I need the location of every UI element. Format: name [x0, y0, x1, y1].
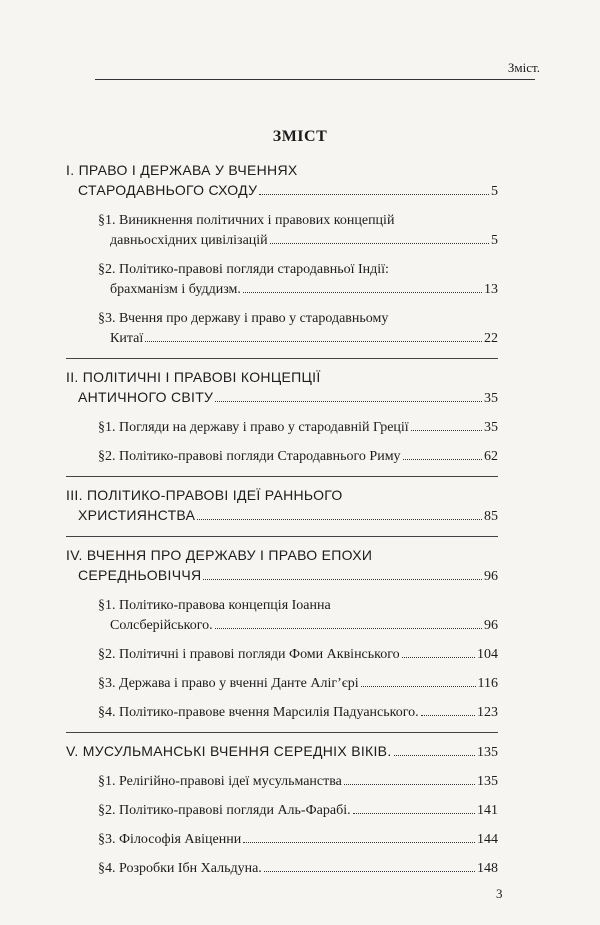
- toc-entry-line: [98, 309, 498, 329]
- toc-section-entry: [98, 859, 498, 879]
- toc-chapter-entry: [66, 367, 498, 409]
- toc-entry-line: [98, 859, 498, 879]
- section-divider: [66, 536, 498, 537]
- toc-section-entry: [98, 830, 498, 850]
- dot-leader: [403, 459, 482, 460]
- toc-entry-line: [66, 180, 498, 202]
- toc-entry-title: §1. Виникнення політичних і правових концепцій: [98, 213, 395, 228]
- toc-section-entry: [98, 211, 498, 251]
- dot-leader: [203, 579, 482, 580]
- toc-entry-line: [66, 367, 498, 387]
- table-of-contents: [66, 160, 498, 888]
- dot-leader: [243, 842, 475, 843]
- toc-page-number: 135: [477, 774, 498, 789]
- toc-section-entry: [98, 447, 498, 467]
- toc-page-number: 96: [484, 618, 498, 633]
- toc-entry-title: §2. Політико-правові погляди Стародавнього Риму: [98, 449, 401, 464]
- toc-entry-line: [98, 260, 498, 280]
- dot-leader: [197, 519, 482, 520]
- toc-page-number: 148: [477, 861, 498, 876]
- toc-entry-line: [98, 329, 498, 349]
- dot-leader: [215, 628, 482, 629]
- running-header: Зміст.: [507, 60, 540, 75]
- toc-entry-line: [98, 231, 498, 251]
- toc-entry-line: [66, 485, 498, 505]
- dot-leader: [264, 871, 475, 872]
- toc-entry-title: §2. Політико-правові погляди Аль-Фарабі.: [98, 803, 351, 818]
- toc-entry-line: [98, 801, 498, 821]
- toc-page-number: 96: [484, 569, 498, 584]
- toc-entry-title-continued: СЕРЕДНЬОВІЧЧЯ: [78, 567, 202, 583]
- page-number: 3: [496, 886, 503, 901]
- page-title: ЗМІСТ: [272, 128, 328, 145]
- toc-page-number: 35: [484, 391, 498, 406]
- toc-page-number: 116: [477, 676, 498, 691]
- dot-leader: [394, 755, 475, 756]
- header-rule: [95, 79, 535, 80]
- toc-page-number: 141: [477, 803, 498, 818]
- toc-entry-line: [98, 830, 498, 850]
- dot-leader: [353, 813, 475, 814]
- toc-section-entry: [98, 596, 498, 636]
- toc-entry-title: §2. Політичні і правові погляди Фоми Аквінського: [98, 647, 400, 662]
- dot-leader: [259, 194, 489, 195]
- toc-entry-title-continued: Солсберійського.: [110, 618, 213, 633]
- toc-entry-title: V. МУСУЛЬМАНСЬКІ ВЧЕННЯ СЕРЕДНІХ ВІКІВ.: [66, 743, 392, 759]
- toc-section-entry: [98, 703, 498, 723]
- toc-entry-line: [98, 674, 498, 694]
- toc-entry-title: §3. Філософія Авіценни: [98, 832, 242, 847]
- toc-entry-line: [98, 447, 498, 467]
- toc-page-number: 62: [484, 449, 498, 464]
- toc-entry-line: [66, 505, 498, 527]
- toc-entry-title: §2. Політико-правові погляди стародавньої Індії:: [98, 262, 389, 277]
- dot-leader: [361, 686, 476, 687]
- toc-entry-title: §1. Релігійно-правові ідеї мусульманства: [98, 774, 342, 789]
- toc-entry-title-continued: АНТИЧНОГО СВІТУ: [78, 389, 214, 405]
- toc-chapter-entry: [66, 485, 498, 527]
- toc-section-entry: [98, 801, 498, 821]
- toc-entry-title: II. ПОЛІТИЧНІ І ПРАВОВІ КОНЦЕПЦІЇ: [66, 369, 321, 385]
- toc-entry-line: [98, 418, 498, 438]
- dot-leader: [215, 401, 482, 402]
- toc-entry-line: [98, 616, 498, 636]
- dot-leader: [344, 784, 475, 785]
- toc-entry-line: [66, 545, 498, 565]
- toc-entry-line: [66, 741, 498, 763]
- toc-entry-title: §1. Погляди на державу і право у стародавній Греції: [98, 420, 409, 435]
- toc-entry-line: [66, 160, 498, 180]
- toc-entry-title-continued: СТАРОДАВНЬОГО СХОДУ: [78, 182, 258, 198]
- dot-leader: [411, 430, 482, 431]
- section-divider: [66, 476, 498, 477]
- toc-entry-title: I. ПРАВО І ДЕРЖАВА У ВЧЕННЯХ: [66, 162, 298, 178]
- toc-entry-title: §1. Політико-правова концепція Іоанна: [98, 598, 331, 613]
- section-divider: [66, 732, 498, 733]
- toc-entry-title-continued: Китаї: [110, 331, 144, 346]
- toc-page-number: 135: [477, 745, 498, 760]
- toc-chapter-entry: [66, 741, 498, 763]
- toc-section-entry: [98, 418, 498, 438]
- toc-page-number: 123: [477, 705, 498, 720]
- toc-entry-title: §3. Держава і право у вченні Данте Аліг’єрі: [98, 676, 359, 691]
- toc-entry-title-continued: брахманізм і буддизм.: [110, 282, 241, 297]
- toc-entry-title: III. ПОЛІТИКО-ПРАВОВІ ІДЕЇ РАННЬОГО: [66, 487, 343, 503]
- toc-page-number: 5: [491, 233, 498, 248]
- dot-leader: [402, 657, 475, 658]
- toc-page-number: 13: [484, 282, 498, 297]
- toc-entry-line: [98, 772, 498, 792]
- toc-page-number: 5: [491, 184, 498, 199]
- section-divider: [66, 358, 498, 359]
- dot-leader: [270, 243, 489, 244]
- toc-chapter-entry: [66, 160, 498, 202]
- toc-section-entry: [98, 772, 498, 792]
- toc-entry-line: [98, 645, 498, 665]
- toc-entry-line: [98, 211, 498, 231]
- toc-chapter-entry: [66, 545, 498, 587]
- toc-section-entry: [98, 674, 498, 694]
- toc-entry-title: §4. Політико-правове вчення Марсилія Падуанського.: [98, 705, 419, 720]
- toc-entry-line: [98, 596, 498, 616]
- toc-entry-title: §4. Розробки Ібн Хальдуна.: [98, 861, 262, 876]
- toc-page-number: 144: [477, 832, 498, 847]
- toc-section-entry: [98, 260, 498, 300]
- toc-entry-title: IV. ВЧЕННЯ ПРО ДЕРЖАВУ І ПРАВО ЕПОХИ: [66, 547, 373, 563]
- toc-page-number: 104: [477, 647, 498, 662]
- toc-entry-title: §3. Вчення про державу і право у стародавньому: [98, 311, 389, 326]
- dot-leader: [145, 341, 482, 342]
- toc-entry-line: [98, 280, 498, 300]
- toc-page-number: 22: [484, 331, 498, 346]
- toc-entry-line: [66, 387, 498, 409]
- toc-section-entry: [98, 645, 498, 665]
- toc-entry-title-continued: ХРИСТИЯНСТВА: [78, 507, 196, 523]
- dot-leader: [421, 715, 475, 716]
- toc-section-entry: [98, 309, 498, 349]
- toc-page-number: 85: [484, 509, 498, 524]
- toc-entry-line: [98, 703, 498, 723]
- toc-entry-line: [66, 565, 498, 587]
- toc-page-number: 35: [484, 420, 498, 435]
- dot-leader: [243, 292, 482, 293]
- toc-entry-title-continued: давньосхідних цивілізацій: [110, 233, 268, 248]
